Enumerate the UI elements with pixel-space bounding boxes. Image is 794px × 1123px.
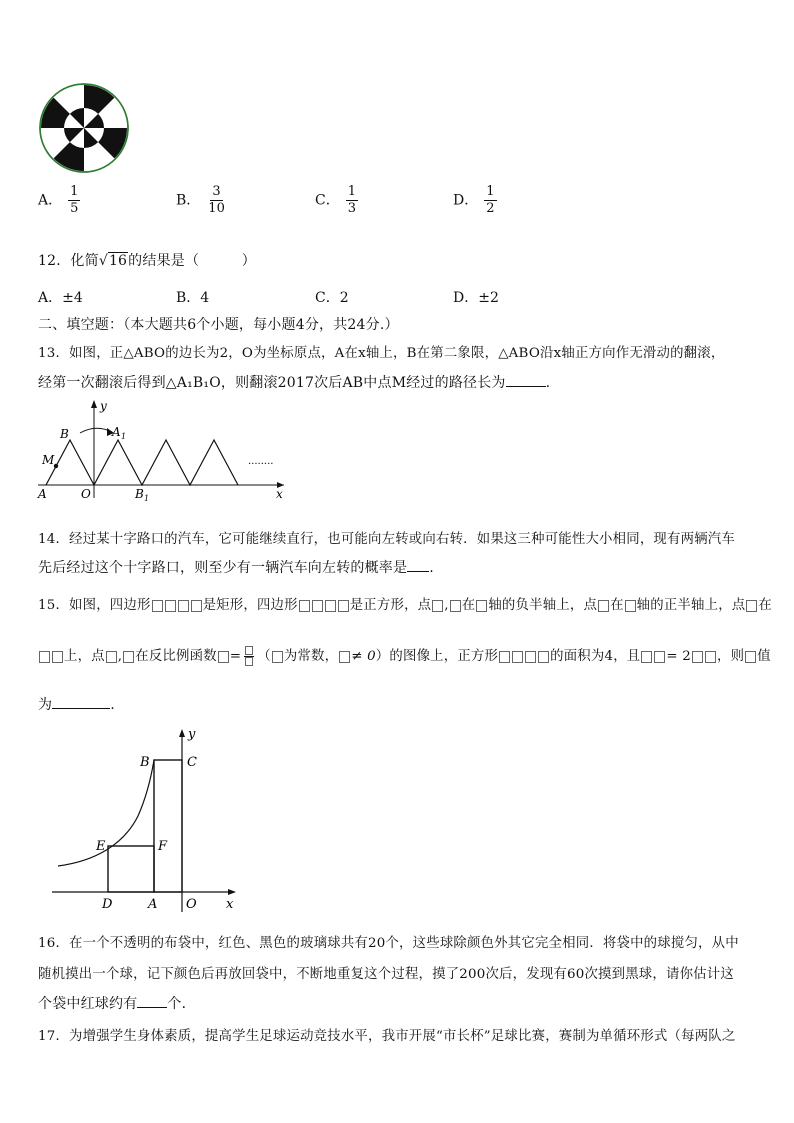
q15-text: 为常数，: [283, 649, 339, 664]
numerator: 1: [70, 184, 79, 199]
option-text: ±4: [62, 290, 83, 306]
q12-prefix: 12．化简: [38, 253, 99, 269]
missing-glyph: [152, 600, 163, 612]
answer-blank: [506, 385, 546, 387]
answer-blank: [137, 1006, 167, 1008]
point-m-label: M: [42, 453, 55, 467]
q15-neq: ≠ 0: [351, 649, 376, 664]
numerator: 3: [212, 184, 221, 199]
missing-glyph: [641, 651, 652, 663]
numerator: 1: [347, 184, 356, 199]
q15-period: .: [110, 697, 115, 713]
missing-glyph: [512, 651, 523, 663]
q16-line-3: [38, 993, 196, 1013]
fraction: [206, 184, 227, 217]
denominator: 3: [347, 201, 356, 216]
q15-text: 为: [38, 697, 53, 713]
q15-text: = 2: [666, 649, 691, 664]
missing-glyph: [625, 600, 636, 612]
missing-glyph: [299, 600, 310, 612]
q13-line-1: 13．如图，正△ABO的边长为2，O为坐标原点，A在x轴上，B在第二象限，△ABO沿x轴正方向作无滑动的翻滚，: [38, 346, 725, 361]
missing-glyph: [525, 651, 536, 663]
section-heading: 二、填空题：（本大题共6个小题，每小题4分，共24分.）: [38, 317, 399, 333]
q14-text: 先后经过这个十字路口，则至少有一辆汽车向左转的概率是: [38, 560, 408, 576]
q15-text: 是正方形，点: [349, 598, 432, 613]
x-axis-label: x: [226, 897, 234, 912]
missing-glyph: [272, 651, 283, 663]
q17-line-1: 17．为增强学生身体素质，提高学生足球运动竞技水平，我市开展“市长杯”足球比赛，赛制为单循环形式（每两队之: [38, 1029, 736, 1044]
point-b-label: B: [140, 755, 150, 770]
radicand: 16: [108, 253, 128, 269]
q12-option-a: [38, 287, 83, 307]
point-b1-label: B: [135, 487, 144, 501]
missing-glyph: [123, 651, 134, 663]
missing-glyph: [746, 600, 757, 612]
option-letter: A．: [38, 290, 63, 306]
q15-text: 是矩形，四边形: [202, 598, 298, 613]
point-f-label: F: [158, 839, 168, 854]
q15-text: 在反比例函数: [135, 649, 217, 664]
option-letter: C．: [315, 192, 340, 209]
fraction: [68, 184, 80, 217]
q15-text: 在: [461, 598, 476, 613]
q15-line-2: 上，点 , 在反比例函数 = （ 为常数， ≠ 0）的图像上，正方形 的面积为4，且 = 2 ，则 值: [38, 645, 771, 667]
q15-text: ，则: [717, 649, 745, 664]
y-axis-label: y: [188, 727, 196, 742]
q15-text: 的面积为4，且: [550, 649, 641, 664]
point-a-label: A: [38, 487, 47, 501]
q16-text: 个．: [167, 996, 196, 1012]
denominator: 10: [208, 201, 225, 216]
missing-glyph: [245, 646, 253, 655]
q11-spinner-figure: [38, 82, 130, 174]
q13-rolling-triangle-figure: [34, 398, 290, 506]
q15-text: （: [257, 649, 271, 664]
missing-glyph: [745, 651, 756, 663]
q15-line-1: 15．如图，四边形 是矩形，四边形 是正方形，点 , 在 轴的负半轴上，点 在 轴的正半轴上，点 在: [38, 598, 772, 613]
q13-text: 经第一次翻滚后得到△A₁B₁O，则翻滚2017次后AB中点M经过的路径长为: [38, 375, 506, 391]
denominator: 2: [486, 201, 495, 216]
q12-option-c: [315, 287, 349, 307]
q15-text: ）的图像上，正方形: [375, 649, 499, 664]
missing-glyph: [191, 600, 202, 612]
point-a-label: A: [148, 897, 158, 912]
q15-text: 15．如图，四边形: [38, 598, 151, 613]
option-letter: B．: [176, 290, 201, 306]
option-letter: C．: [315, 290, 340, 306]
origin-label: O: [81, 487, 91, 501]
q11-option-a: [38, 184, 80, 217]
fraction: [346, 184, 358, 217]
option-letter: D．: [453, 290, 479, 306]
q12-option-b: [176, 287, 209, 307]
option-letter: D．: [453, 192, 479, 209]
option-text: 4: [200, 290, 210, 306]
q16-text: 个袋中红球约有: [38, 996, 138, 1012]
answer-blank: [407, 570, 429, 572]
q15-text: 轴的正半轴上，点: [636, 598, 746, 613]
missing-glyph: [218, 651, 229, 663]
missing-glyph: [339, 651, 350, 663]
missing-glyph: [312, 600, 323, 612]
missing-glyph: [705, 651, 716, 663]
q14-line-1: 14．经过某十字路口的汽车，它可能继续直行，也可能向左转或向右转．如果这三种可能性大小相同，现有两辆汽车: [38, 532, 735, 547]
sqrt-expression: √16: [98, 253, 128, 269]
missing-glyph: [165, 600, 176, 612]
q12-stem: [38, 250, 256, 270]
point-e-label: E: [96, 839, 106, 854]
missing-glyph: [52, 651, 63, 663]
continuation-dots: ........: [248, 456, 274, 467]
q15-text: 在: [610, 598, 624, 613]
x-axis-label: x: [276, 487, 283, 501]
q14-period: .: [429, 560, 434, 576]
missing-glyph: [598, 600, 609, 612]
q16-line-2: 随机摸出一个球，记下颜色后再放回袋中，不断地重复这个过程，摸了200次后，发现有60次摸到黑球，请你估计这: [38, 967, 734, 982]
answer-blank: [52, 707, 110, 709]
missing-glyph: [450, 600, 461, 612]
point-a1-subscript: 1: [121, 432, 127, 441]
q15-line-3: [38, 694, 115, 714]
q13-line-2: [38, 372, 550, 392]
fraction: [244, 646, 254, 667]
missing-glyph: [325, 600, 336, 612]
point-a1-label: A: [112, 425, 121, 439]
q15-text: 值: [757, 649, 771, 664]
q12-option-d: [453, 287, 499, 307]
q14-line-2: [38, 557, 434, 577]
y-axis-label: y: [100, 399, 107, 413]
option-text: ±2: [478, 290, 499, 306]
q16-line-1: 16．在一个不透明的布袋中，红色、黑色的玻璃球共有20个，这些球除颜色外其它完全相同．将袋中的球搅匀，从中: [38, 936, 739, 951]
missing-glyph: [245, 657, 253, 666]
option-letter: B．: [176, 192, 201, 209]
point-b-label: B: [60, 427, 69, 441]
missing-glyph: [654, 651, 665, 663]
missing-glyph: [538, 651, 549, 663]
origin-label: O: [186, 897, 197, 912]
missing-glyph: [499, 651, 510, 663]
q15-hyperbola-figure: [46, 726, 242, 916]
missing-glyph: [178, 600, 189, 612]
missing-glyph: [338, 600, 349, 612]
missing-glyph: [106, 651, 117, 663]
q11-option-d: [453, 184, 497, 217]
point-b1-subscript: 1: [144, 494, 150, 503]
q12-suffix: 的结果是（ ）: [128, 253, 256, 269]
point-c-label: C: [187, 755, 197, 770]
q15-text: 上，点: [64, 649, 105, 664]
q11-option-b: [176, 184, 227, 217]
q11-option-c: [315, 184, 358, 217]
q15-text: 轴的负半轴上，点: [488, 598, 598, 613]
missing-glyph: [432, 600, 443, 612]
missing-glyph: [39, 651, 50, 663]
q15-text: 在: [758, 598, 772, 613]
missing-glyph: [692, 651, 703, 663]
denominator: 5: [70, 201, 79, 216]
point-d-label: D: [102, 897, 113, 912]
q13-period: .: [545, 375, 551, 391]
q15-equals: =: [229, 649, 242, 664]
option-text: 2: [339, 290, 349, 306]
option-letter: A．: [38, 192, 63, 209]
fraction: [484, 184, 496, 217]
numerator: 1: [486, 184, 495, 199]
missing-glyph: [476, 600, 487, 612]
